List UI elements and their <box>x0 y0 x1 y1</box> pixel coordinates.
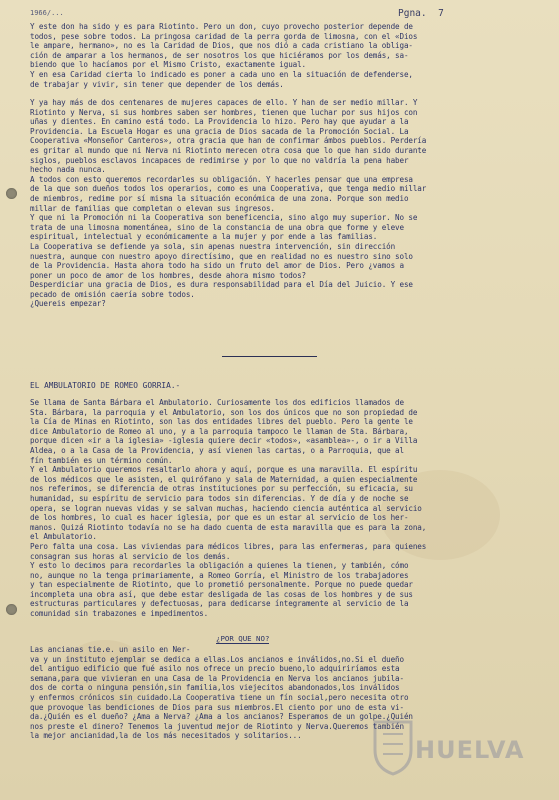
page-number: 7 <box>438 8 444 19</box>
text-line: es gritar al mundo que ni Nerva ni Riotinto merecen otra cosa que lo que han sido durante <box>30 145 427 155</box>
text-line: nos preste el dinero? Tenemos la juventud mejor de Riotinto y Nerva.Queremos también <box>30 721 404 731</box>
text-line: Y en esa Caridad cierta lo indicado es poner a cada uno en la situación de defenderse, <box>30 69 413 79</box>
header-left-code: 1966/... <box>30 9 64 17</box>
paragraph-ambulatorio <box>30 398 530 619</box>
text-line: ción de amparar a los hermanos, de ser nosotros los que hiciéramos por los demás, sa- <box>30 50 409 60</box>
text-line: Y ya hay más de dos centenares de mujeres capaces de ello. Y han de ser medio millar. Y <box>30 98 418 107</box>
text-line: A todos con esto queremos recordarles su obligación. Y hacerles pensar que una empresa <box>30 174 413 184</box>
text-line: comunidad sin trabazones e impedimentos. <box>30 609 209 619</box>
page-label: Pgna. <box>398 8 427 19</box>
text-line: de la que son dueños todos los operarios, como es una Cooperativa, que tenga medio millar <box>30 184 427 194</box>
text-line: incompleta una obra así, que debe estar desligada de las cosas de los hombres y de sus <box>30 589 413 599</box>
text-line: no, aunque no la tenga primariamente, a Romeo Gorría, el Ministro de los trabajadores <box>30 570 409 580</box>
section-divider <box>222 356 317 357</box>
text-line: del antiguo edificio que fué asilo nos ofrece un precio bueno,lo adquiriríamos esta <box>30 664 400 674</box>
text-line: de los médicos que le asisten, el quirófano y sala de Maternidad, a quien especialmente <box>30 474 418 484</box>
text-line: nos referimos, se diferencia de otras instituciones por su perfección, su eficacia, su <box>30 484 413 494</box>
paragraph-cooperativa <box>30 98 530 309</box>
text-line: de trabajar y vivir, sin tener que depender de los demás. <box>30 79 284 89</box>
sub-heading: ¿POR QUE NO? <box>216 634 270 643</box>
text-line: biendo que lo hacíamos por el Mismo Cristo, exactamente igual. <box>30 60 307 70</box>
text-line: Aldea, o a la Casa de la Providencia, y así vienen las cartas, o a Parroquia, que al <box>30 445 404 455</box>
text-line: ¿Quereis empezar? <box>30 299 106 309</box>
section-heading: EL AMBULATORIO DE ROMEO GORRIA.- <box>30 381 181 390</box>
text-line: Riotinto y Nerva, si sus hombres saben ser hombres, tienen que luchar por sus hijos con <box>30 107 418 117</box>
text-line: Cooperativa «Monseñor Canteros», otra gracia que han de confirmar ámbos pueblos. Perdería <box>30 136 427 146</box>
watermark-text: HUELVA <box>415 736 525 764</box>
text-line: va y un instituto ejemplar se dedica a ellas.Los ancianos e inválidos,no.Si el dueño <box>30 654 404 664</box>
text-line: Y este don ha sido y es para Riotinto. Pero un don, cuyo provecho posterior depende de <box>30 22 413 31</box>
text-line: millar de familias que completan o elevan sus ingresos. <box>30 203 275 213</box>
text-line: estructuras particulares y defectuosas, para dedicarse íntegramente al servicio de la <box>30 599 409 609</box>
text-line: pecado de omisión caería sobre todos. <box>30 289 195 299</box>
text-line: La Cooperativa se defiende ya sola, sin apenas nuestra intervención, sin dirección <box>30 241 396 251</box>
text-line: Y esto lo decimos para recordarles la obligación a quienes la tienen, y también, cómo <box>30 561 409 571</box>
text-line: todos, pese sobre todos. La pringosa caridad de la perra gorda de limosna, con el «Dios <box>30 31 418 41</box>
text-line: Pero falta una cosa. Las viviendas para médicos libres, para las enfermeras, para quienes <box>30 541 427 551</box>
text-line: de miembros, redime por sí misma la situación económica de una zona. Porque son medio <box>30 193 409 203</box>
text-line: nuestra, aunque con nuestro apoyo directísimo, que en realidad no es nuestro sino solo <box>30 251 413 261</box>
text-line: manos. Quizá Riotinto todavía no se ha dado cuenta de esta maravilla que es para la zona, <box>30 522 427 532</box>
text-line: semana,para que vivieran en una Casa de la Providencia en Nerva los ancianos jubila- <box>30 673 404 683</box>
text-line: fín también es un término común. <box>30 455 173 465</box>
text-line: Providencia. La Escuela Hogar es una gracia de Dios sacada de la Promoción Social. La <box>30 126 409 136</box>
text-line: el Ambulatorio. <box>30 532 97 542</box>
text-line: hecho nada nunca. <box>30 165 106 175</box>
text-line: le ampare, hermano», no es la Caridad de Dios, que nos dió a cada cristiano la obliga- <box>30 41 413 51</box>
text-line: da.¿Quién es el dueño? ¿Ama a Nerva? ¿Ama a los ancianos? Esperamos de un golpe.¿Quién <box>30 712 413 722</box>
crest-icon <box>371 716 415 776</box>
text-line: Y el Ambulatorio queremos resaltarlo ahora y aquí, porque es una maravilla. El espíritu <box>30 465 418 475</box>
text-line: que provoque las bendiciones de Dios para sus miembros.El ciento por uno de esta vi- <box>30 702 404 712</box>
text-line: y enfermos crónicos sin cuidado.La Cooperativa tiene un fín social,pero necesita otro <box>30 692 409 702</box>
paragraph-intro <box>30 22 530 89</box>
text-line: uñas y dientes. En camino está todo. La Providencia lo hizo. Pero hay que ayudar a la <box>30 117 409 127</box>
text-line: porque dicen «ir a la iglesia» -iglesia quiere decir «todos», «asamblea»-, o ir a Villa <box>30 436 418 446</box>
text-line: Y que ni la Promoción ni la Cooperativa son beneficencia, sino algo muy superior. No se <box>30 213 418 223</box>
watermark <box>371 716 541 776</box>
text-line: consagran sus horas al servicio de los demás. <box>30 551 231 561</box>
text-line: humanidad, su espíritu de servicio para todos sin diferencias. Y de día y de noche se <box>30 493 409 503</box>
punch-hole <box>6 188 17 199</box>
text-line: opera, se logran nuevas vidas y se salvan muchas, haciendo ciencia auténtica al servicio <box>30 503 422 513</box>
text-line: Sta. Bárbara, la parroquia y el Ambulatorio, son los dos únicos que no son propiedad de <box>30 407 418 417</box>
text-line: siglos, pueblos esclavos incapaces de redimirse y por lo que no valdría la pena haber <box>30 155 409 165</box>
page-number-header <box>398 8 444 19</box>
text-line: dos de corta o ninguna pensión,sin familia,los viejecitos abandonados,los inválidos <box>30 683 400 693</box>
text-line: y tan especialmente de Riotinto, que lo prometió personalmente. Porque no puede quedar <box>30 580 413 590</box>
text-line: poner un poco de amor de los hombres, desde ahora mismo todos? <box>30 270 307 280</box>
text-line: espiritual, intelectual y económicamente a la mujer y por ende a las familias. <box>30 232 378 242</box>
text-line: la Cía de Minas en Riotinto, son las dos entidades libres del pueblo. Pero la gente le <box>30 417 413 427</box>
text-line: la mejor ancianidad,la de los más necesitados y solitarios... <box>30 731 302 741</box>
text-line: Desperdiciar una gracia de Dios, es dura responsabilidad para el Día del Juicio. Y ese <box>30 280 413 290</box>
text-line: de la Providencia. Hasta ahora todo ha sido un fruto del amor de Dios. Pero ¿vamos a <box>30 261 404 271</box>
text-line: Las ancianas tie.e. un asilo en Ner- <box>30 645 191 654</box>
text-line: dice Ambulatorio de Romeo al uno, y a la parroquia tampoco le llaman de Sta. Bárbara, <box>30 426 409 436</box>
text-line: trata de una limosna momentánea, sino de la constancia de una obra que forme y eleve <box>30 222 404 232</box>
punch-hole <box>6 604 17 615</box>
text-line: de los hombres, lo cual es hacer iglesia, por que es un estar al servicio de los her- <box>30 513 409 523</box>
text-line: Se llama de Santa Bárbara el Ambulatorio. Curiosamente los dos edificios llamados de <box>30 398 404 407</box>
